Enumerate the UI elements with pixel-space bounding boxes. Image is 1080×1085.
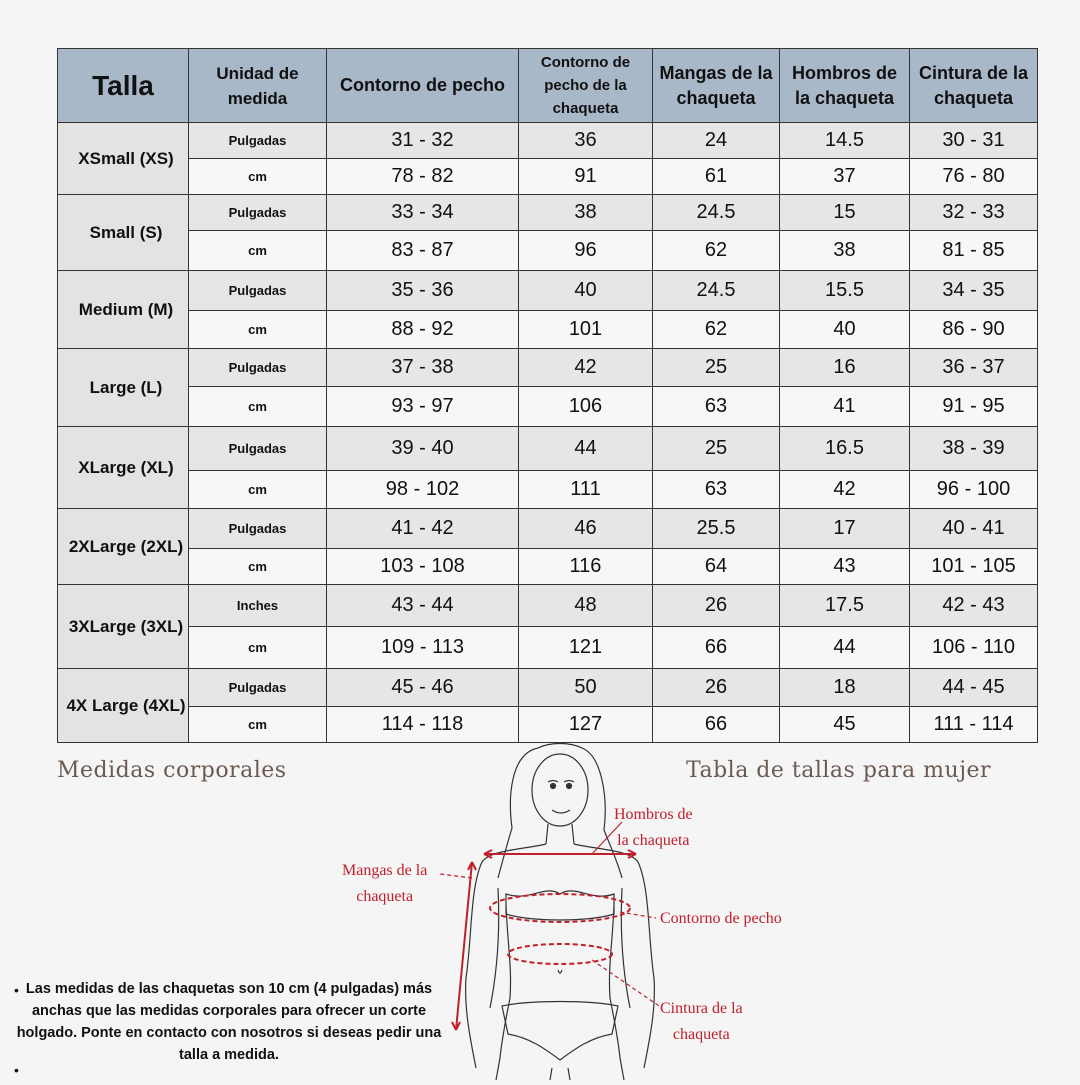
unit-cell: Pulgadas	[189, 509, 327, 549]
value-cell-pecho-chaqueta: 127	[519, 707, 653, 743]
unit-cell: cm	[189, 471, 327, 509]
unit-cell: cm	[189, 387, 327, 427]
value-cell-cintura: 42 - 43	[910, 585, 1038, 627]
value-cell-hombros: 41	[780, 387, 910, 427]
value-cell-pecho-chaqueta: 38	[519, 195, 653, 231]
value-cell-pecho: 103 - 108	[327, 549, 519, 585]
value-cell-pecho: 114 - 118	[327, 707, 519, 743]
value-cell-hombros: 18	[780, 669, 910, 707]
size-name-cell: 3XLarge (3XL)	[58, 585, 189, 669]
value-cell-pecho-chaqueta: 106	[519, 387, 653, 427]
table-row	[58, 195, 1038, 231]
unit-cell: Inches	[189, 585, 327, 627]
unit-cell: Pulgadas	[189, 349, 327, 387]
unit-cell: Pulgadas	[189, 669, 327, 707]
value-cell-pecho: 45 - 46	[327, 669, 519, 707]
unit-cell: Pulgadas	[189, 271, 327, 311]
value-cell-pecho: 78 - 82	[327, 159, 519, 195]
table-row	[58, 627, 1038, 669]
value-cell-cintura: 40 - 41	[910, 509, 1038, 549]
size-chart-table	[57, 48, 1038, 743]
table-row	[58, 549, 1038, 585]
value-cell-pecho: 43 - 44	[327, 585, 519, 627]
value-cell-mangas: 24	[653, 123, 780, 159]
value-cell-mangas: 64	[653, 549, 780, 585]
value-cell-cintura: 96 - 100	[910, 471, 1038, 509]
table-row	[58, 271, 1038, 311]
value-cell-cintura: 38 - 39	[910, 427, 1038, 471]
label-contorno-pecho: Contorno de pecho	[660, 910, 782, 927]
value-cell-cintura: 44 - 45	[910, 669, 1038, 707]
value-cell-mangas: 24.5	[653, 271, 780, 311]
value-cell-pecho: 93 - 97	[327, 387, 519, 427]
size-name-cell: XSmall (XS)	[58, 123, 189, 195]
size-name-cell: 2XLarge (2XL)	[58, 509, 189, 585]
value-cell-hombros: 15	[780, 195, 910, 231]
value-cell-cintura: 86 - 90	[910, 311, 1038, 349]
value-cell-pecho-chaqueta: 111	[519, 471, 653, 509]
table-row	[58, 387, 1038, 427]
table-row	[58, 585, 1038, 627]
header-hombros: Hombros de la chaqueta	[780, 49, 910, 123]
unit-cell: cm	[189, 627, 327, 669]
size-name-cell: Small (S)	[58, 195, 189, 271]
table-row	[58, 509, 1038, 549]
value-cell-pecho-chaqueta: 44	[519, 427, 653, 471]
size-name-cell: 4X Large (4XL)	[58, 669, 189, 743]
table-row	[58, 231, 1038, 271]
value-cell-hombros: 40	[780, 311, 910, 349]
value-cell-cintura: 34 - 35	[910, 271, 1038, 311]
value-cell-cintura: 76 - 80	[910, 159, 1038, 195]
value-cell-hombros: 16.5	[780, 427, 910, 471]
unit-cell: cm	[189, 707, 327, 743]
value-cell-mangas: 62	[653, 311, 780, 349]
value-cell-pecho-chaqueta: 50	[519, 669, 653, 707]
value-cell-hombros: 42	[780, 471, 910, 509]
value-cell-pecho: 39 - 40	[327, 427, 519, 471]
value-cell-pecho: 33 - 34	[327, 195, 519, 231]
value-cell-pecho: 41 - 42	[327, 509, 519, 549]
header-unidad: Unidad de medida	[189, 49, 327, 123]
unit-cell: Pulgadas	[189, 123, 327, 159]
value-cell-cintura: 30 - 31	[910, 123, 1038, 159]
header-contorno-pecho: Contorno de pecho	[327, 49, 519, 123]
table-row	[58, 311, 1038, 349]
value-cell-pecho: 109 - 113	[327, 627, 519, 669]
value-cell-mangas: 26	[653, 669, 780, 707]
waist-measure-ellipse	[508, 944, 612, 964]
value-cell-mangas: 25	[653, 349, 780, 387]
value-cell-hombros: 44	[780, 627, 910, 669]
value-cell-pecho: 31 - 32	[327, 123, 519, 159]
value-cell-pecho-chaqueta: 36	[519, 123, 653, 159]
size-name-cell: Medium (M)	[58, 271, 189, 349]
fit-note: Las medidas de las chaquetas son 10 cm (4 pulgadas) más anchas que las medidas corporales para ofrecer un corte holgado. Ponte en contacto con nosotros si deseas pedir una talla a medida.	[16, 981, 442, 1063]
value-cell-mangas: 25.5	[653, 509, 780, 549]
unit-cell: cm	[189, 159, 327, 195]
table-row	[58, 669, 1038, 707]
value-cell-hombros: 17.5	[780, 585, 910, 627]
value-cell-mangas: 26	[653, 585, 780, 627]
header-row	[58, 49, 1038, 123]
value-cell-pecho-chaqueta: 101	[519, 311, 653, 349]
table-body	[58, 123, 1038, 743]
value-cell-cintura: 81 - 85	[910, 231, 1038, 271]
value-cell-mangas: 66	[653, 707, 780, 743]
value-cell-mangas: 61	[653, 159, 780, 195]
value-cell-hombros: 15.5	[780, 271, 910, 311]
label-cintura: Cintura de la chaqueta	[660, 1000, 743, 1043]
header-cintura: Cintura de la chaqueta	[910, 49, 1038, 123]
unit-cell: Pulgadas	[189, 427, 327, 471]
size-name-cell: XLarge (XL)	[58, 427, 189, 509]
value-cell-pecho-chaqueta: 46	[519, 509, 653, 549]
value-cell-pecho: 88 - 92	[327, 311, 519, 349]
label-hombros: Hombros de la chaqueta	[614, 806, 693, 849]
unit-cell: cm	[189, 311, 327, 349]
header-mangas: Mangas de la chaqueta	[653, 49, 780, 123]
value-cell-hombros: 17	[780, 509, 910, 549]
value-cell-pecho-chaqueta: 91	[519, 159, 653, 195]
unit-cell: Pulgadas	[189, 195, 327, 231]
value-cell-cintura: 32 - 33	[910, 195, 1038, 231]
bullet-marker-empty: •	[14, 1062, 19, 1078]
value-cell-hombros: 43	[780, 549, 910, 585]
value-cell-pecho-chaqueta: 42	[519, 349, 653, 387]
table-row	[58, 123, 1038, 159]
table-row	[58, 349, 1038, 387]
table-row	[58, 471, 1038, 509]
header-talla: Talla	[58, 49, 189, 123]
value-cell-hombros: 14.5	[780, 123, 910, 159]
value-cell-pecho-chaqueta: 40	[519, 271, 653, 311]
value-cell-pecho-chaqueta: 116	[519, 549, 653, 585]
value-cell-mangas: 66	[653, 627, 780, 669]
value-cell-pecho-chaqueta: 96	[519, 231, 653, 271]
unit-cell: cm	[189, 231, 327, 271]
value-cell-hombros: 16	[780, 349, 910, 387]
table-row	[58, 427, 1038, 471]
value-cell-cintura: 106 - 110	[910, 627, 1038, 669]
value-cell-mangas: 63	[653, 387, 780, 427]
value-cell-pecho: 37 - 38	[327, 349, 519, 387]
label-mangas: Mangas de la chaqueta	[342, 862, 428, 905]
table-row	[58, 159, 1038, 195]
value-cell-pecho-chaqueta: 121	[519, 627, 653, 669]
value-cell-cintura: 111 - 114	[910, 707, 1038, 743]
value-cell-pecho: 83 - 87	[327, 231, 519, 271]
title-medidas-corporales: Medidas corporales	[57, 758, 287, 783]
value-cell-cintura: 91 - 95	[910, 387, 1038, 427]
value-cell-hombros: 37	[780, 159, 910, 195]
value-cell-pecho: 98 - 102	[327, 471, 519, 509]
value-cell-mangas: 24.5	[653, 195, 780, 231]
value-cell-hombros: 45	[780, 707, 910, 743]
value-cell-cintura: 36 - 37	[910, 349, 1038, 387]
value-cell-cintura: 101 - 105	[910, 549, 1038, 585]
value-cell-mangas: 63	[653, 471, 780, 509]
bullet-marker: •	[14, 982, 19, 998]
header-contorno-pecho-chaqueta: Contorno de pecho de la chaqueta	[519, 49, 653, 123]
value-cell-hombros: 38	[780, 231, 910, 271]
value-cell-pecho: 35 - 36	[327, 271, 519, 311]
value-cell-pecho-chaqueta: 48	[519, 585, 653, 627]
title-tabla-tallas: Tabla de tallas para mujer	[686, 758, 992, 783]
value-cell-mangas: 62	[653, 231, 780, 271]
chest-measure-ellipse	[490, 894, 630, 922]
value-cell-mangas: 25	[653, 427, 780, 471]
size-name-cell: Large (L)	[58, 349, 189, 427]
unit-cell: cm	[189, 549, 327, 585]
